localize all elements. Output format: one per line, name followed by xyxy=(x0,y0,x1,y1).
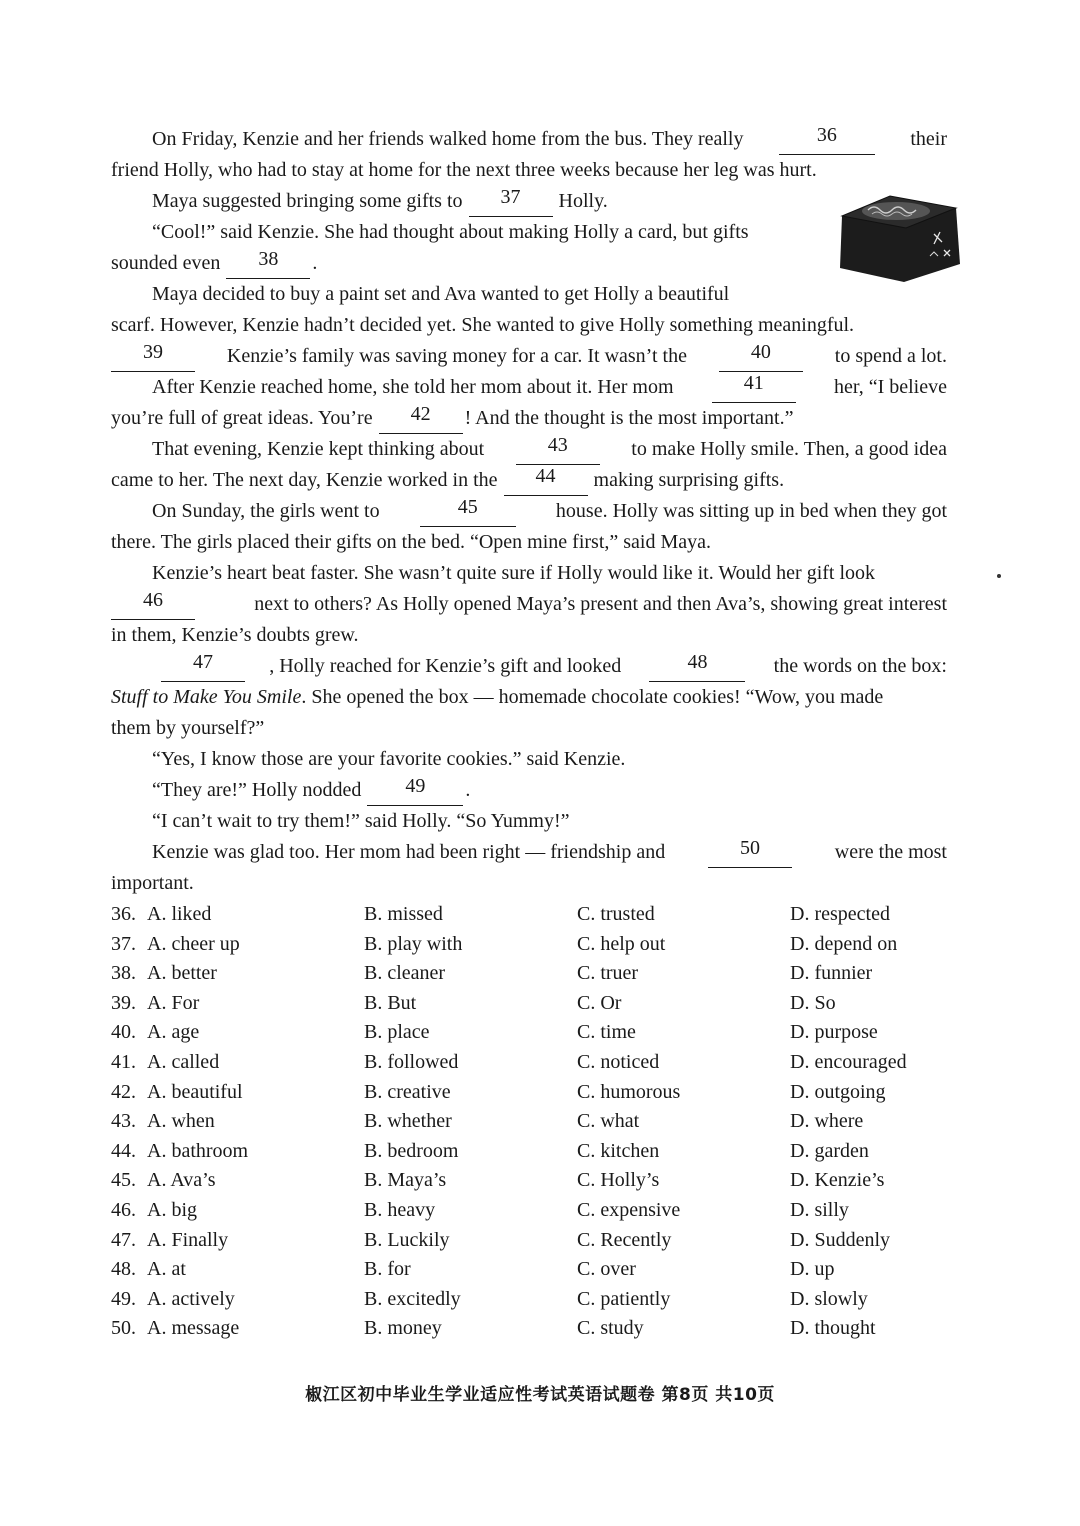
question-number: 48. xyxy=(111,1258,136,1281)
question-number: 38. xyxy=(111,962,136,985)
option-a: A. big xyxy=(147,1198,197,1221)
passage-line xyxy=(111,186,947,217)
passage-text: , Holly reached for Kenzie’s gift and looked xyxy=(269,655,622,677)
passage-text: them by yourself?” xyxy=(111,717,265,739)
option-row xyxy=(111,1021,951,1051)
passage-text: On Sunday, the girls went to xyxy=(152,500,380,522)
option-b: B. whether xyxy=(364,1110,452,1133)
option-a: A. when xyxy=(147,1110,215,1133)
passage-text: the words on the box: xyxy=(773,655,947,677)
passage-text: “They are!” Holly nodded xyxy=(152,779,362,801)
question-number: 40. xyxy=(111,1021,136,1044)
option-c: C. Holly’s xyxy=(577,1169,660,1192)
question-number: 43. xyxy=(111,1110,136,1133)
passage-line xyxy=(111,217,947,248)
passage-text: Kenzie’s family was saving money for a car. It wasn’t the xyxy=(226,345,687,367)
option-a: A. beautiful xyxy=(147,1080,243,1103)
passage-line xyxy=(111,465,947,496)
blank-40: 40 xyxy=(719,341,803,372)
passage-text: . She opened the box — homemade chocolate cookies! “Wow, you made xyxy=(301,686,884,708)
blank-50: 50 xyxy=(708,837,792,868)
passage-line xyxy=(111,682,947,713)
option-row xyxy=(111,1199,951,1229)
option-row xyxy=(111,1258,951,1288)
option-row xyxy=(111,992,951,1022)
blank-36: 36 xyxy=(779,124,875,155)
option-row xyxy=(111,1169,951,1199)
page-footer: 椒江区初中毕业生学业适应性考试英语试题卷 第8页 共10页 xyxy=(305,1385,775,1405)
option-b: B. Maya’s xyxy=(364,1169,447,1192)
passage-text: Holly. xyxy=(558,190,608,212)
blank-48: 48 xyxy=(649,651,745,682)
passage-text: making surprising gifts. xyxy=(593,469,785,491)
passage-text: “Cool!” said Kenzie. She had thought about making Holly a card, but gifts xyxy=(152,221,749,243)
passage-text: “Yes, I know those are your favorite cookies.” said Kenzie. xyxy=(152,748,626,770)
passage-text: Maya suggested bringing some gifts to xyxy=(152,190,463,212)
passage-line xyxy=(111,620,947,651)
blank-45: 45 xyxy=(420,496,516,527)
passage-text: to make Holly smile. Then, a good idea xyxy=(631,438,947,460)
passage-text: After Kenzie reached home, she told her mom about it. Her mom xyxy=(152,376,674,398)
blank-46: 46 xyxy=(111,589,195,620)
passage-line xyxy=(111,403,947,434)
option-b: B. place xyxy=(364,1021,430,1044)
blank-41: 41 xyxy=(712,372,796,403)
passage-text: Kenzie’s heart beat faster. She wasn’t quite sure if Holly would like it. Would her gift look xyxy=(152,562,876,584)
option-c: C. Recently xyxy=(577,1228,672,1251)
option-c: C. kitchen xyxy=(577,1139,660,1162)
option-b: B. missed xyxy=(364,903,443,925)
blank-42: 42 xyxy=(379,403,463,434)
option-a: A. actively xyxy=(147,1287,235,1310)
option-d: D. outgoing xyxy=(790,1080,886,1103)
question-number: 46. xyxy=(111,1198,136,1221)
option-a: A. age xyxy=(147,1021,200,1044)
option-a: A. at xyxy=(147,1258,186,1281)
passage-text: their xyxy=(910,128,947,150)
question-number: 37. xyxy=(111,932,136,955)
question-number: 42. xyxy=(111,1080,136,1103)
scan-speck xyxy=(997,574,1001,578)
passage-text: came to her. The next day, Kenzie worked in the xyxy=(111,469,498,491)
question-number: 50. xyxy=(111,1317,136,1340)
question-number: 39. xyxy=(111,991,136,1014)
option-d: D. slowly xyxy=(790,1287,868,1310)
option-d: D. So xyxy=(790,991,836,1014)
passage-text: you’re full of great ideas. You’re xyxy=(111,407,373,429)
passage-text: . xyxy=(312,252,318,274)
option-a: A. For xyxy=(147,991,200,1014)
option-row xyxy=(111,1051,951,1081)
passage-line xyxy=(111,837,947,868)
passage-line xyxy=(111,434,947,465)
option-d: D. where xyxy=(790,1110,864,1133)
option-a: A. cheer up xyxy=(147,932,240,955)
option-d: D. encouraged xyxy=(790,1050,907,1073)
passage-text: were the most xyxy=(834,841,947,863)
passage-line xyxy=(111,806,947,837)
option-b: B. excitedly xyxy=(364,1287,461,1310)
option-d: D. up xyxy=(790,1258,835,1281)
passage-text: to spend a lot. xyxy=(834,345,947,367)
option-a: A. better xyxy=(147,962,217,985)
option-b: B. heavy xyxy=(364,1198,436,1221)
passage-line xyxy=(111,124,947,155)
option-row xyxy=(111,1288,951,1318)
blank-37: 37 xyxy=(469,186,553,217)
passage-text: important. xyxy=(111,872,194,894)
question-number: 49. xyxy=(111,1287,136,1310)
passage-line xyxy=(111,341,947,372)
option-d: D. depend on xyxy=(790,932,898,955)
passage-text: That evening, Kenzie kept thinking about xyxy=(152,438,485,460)
option-c: C. trusted xyxy=(577,903,655,925)
blank-47: 47 xyxy=(161,651,245,682)
passage-line xyxy=(111,527,947,558)
passage-line xyxy=(111,558,947,589)
option-c: C. Or xyxy=(577,991,622,1014)
option-c: C. what xyxy=(577,1110,640,1133)
option-b: B. cleaner xyxy=(364,962,446,985)
passage-text: On Friday, Kenzie and her friends walked home from the bus. They really xyxy=(152,128,744,150)
option-c: C. patiently xyxy=(577,1287,671,1310)
option-c: C. time xyxy=(577,1021,636,1044)
question-number: 45. xyxy=(111,1169,136,1192)
option-d: D. purpose xyxy=(790,1021,878,1044)
question-number: 36. xyxy=(111,903,136,925)
question-number: 41. xyxy=(111,1050,136,1073)
blank-49: 49 xyxy=(367,775,463,806)
option-a: A. Finally xyxy=(147,1228,229,1251)
passage-line xyxy=(111,651,947,682)
option-b: B. play with xyxy=(364,932,463,955)
option-row xyxy=(111,962,951,992)
passage-text: Maya decided to buy a paint set and Ava wanted to get Holly a beautiful xyxy=(152,283,730,305)
passage-line xyxy=(111,713,947,744)
option-row xyxy=(111,1229,951,1259)
passage-text: scarf. However, Kenzie hadn’t decided yet. She wanted to give Holly something meaningful. xyxy=(111,314,855,336)
option-d: D. Suddenly xyxy=(790,1228,890,1251)
option-a: A. message xyxy=(147,1317,240,1340)
option-d: D. funnier xyxy=(790,962,873,985)
option-b: B. creative xyxy=(364,1080,451,1103)
passage-line xyxy=(111,868,947,899)
blank-39: 39 xyxy=(111,341,195,372)
option-d: D. thought xyxy=(790,1317,876,1340)
option-c: C. study xyxy=(577,1317,644,1340)
option-c: C. humorous xyxy=(577,1080,681,1103)
passage-text: Kenzie was glad too. Her mom had been right — friendship and xyxy=(152,841,666,863)
option-d: D. silly xyxy=(790,1198,849,1221)
option-c: C. help out xyxy=(577,932,666,955)
passage-text: “I can’t wait to try them!” said Holly. “So Yummy!” xyxy=(152,810,570,832)
option-d: D. respected xyxy=(790,903,890,925)
passage-line xyxy=(111,744,947,775)
option-row xyxy=(111,1140,951,1170)
option-c: C. expensive xyxy=(577,1198,681,1221)
option-row xyxy=(111,933,951,963)
option-row xyxy=(111,1110,951,1140)
passage-line xyxy=(111,372,947,403)
option-row xyxy=(111,1081,951,1111)
option-c: C. truer xyxy=(577,962,639,985)
passage-text: house. Holly was sitting up in bed when they got xyxy=(555,500,947,522)
option-row xyxy=(111,1317,951,1347)
passage-line xyxy=(111,496,947,527)
option-c: C. over xyxy=(577,1258,636,1281)
option-row xyxy=(111,903,951,933)
passage-line xyxy=(111,775,947,806)
passage-line xyxy=(111,310,947,341)
blank-38: 38 xyxy=(226,248,310,279)
option-b: B. But xyxy=(364,991,417,1014)
passage-line xyxy=(111,155,947,186)
passage-text: ! And the thought is the most important.” xyxy=(464,407,794,429)
passage-text: next to others? As Holly opened Maya’s present and then Ava’s, showing great interest xyxy=(254,593,947,615)
option-b: B. followed xyxy=(364,1050,459,1073)
option-b: B. for xyxy=(364,1258,411,1281)
passage-text: . xyxy=(465,779,471,801)
option-b: B. bedroom xyxy=(364,1139,459,1162)
option-a: A. liked xyxy=(147,903,212,925)
gift-box-illustration xyxy=(834,186,964,286)
blank-43: 43 xyxy=(516,434,600,465)
option-a: A. Ava’s xyxy=(147,1169,216,1192)
passage-line xyxy=(111,279,947,310)
option-d: D. Kenzie’s xyxy=(790,1169,885,1192)
passage-line xyxy=(111,589,947,620)
passage-text: there. The girls placed their gifts on the bed. “Open mine first,” said Maya. xyxy=(111,531,711,553)
passage-text: in them, Kenzie’s doubts grew. xyxy=(111,624,359,646)
passage-line xyxy=(111,248,947,279)
option-a: A. bathroom xyxy=(147,1139,249,1162)
option-a: A. called xyxy=(147,1050,220,1073)
passage-text: friend Holly, who had to stay at home for the next three weeks because her leg was hurt. xyxy=(111,159,817,181)
options-table xyxy=(111,903,951,1347)
blank-44: 44 xyxy=(504,465,588,496)
box-inscription: Stuff to Make You Smile xyxy=(111,686,302,708)
question-number: 44. xyxy=(111,1139,136,1162)
cloze-passage xyxy=(111,124,947,899)
option-b: B. Luckily xyxy=(364,1228,450,1251)
option-d: D. garden xyxy=(790,1139,869,1162)
passage-text: her, “I believe xyxy=(833,376,947,398)
option-b: B. money xyxy=(364,1317,442,1340)
option-c: C. noticed xyxy=(577,1050,660,1073)
question-number: 47. xyxy=(111,1228,136,1251)
passage-text: sounded even xyxy=(111,252,221,274)
